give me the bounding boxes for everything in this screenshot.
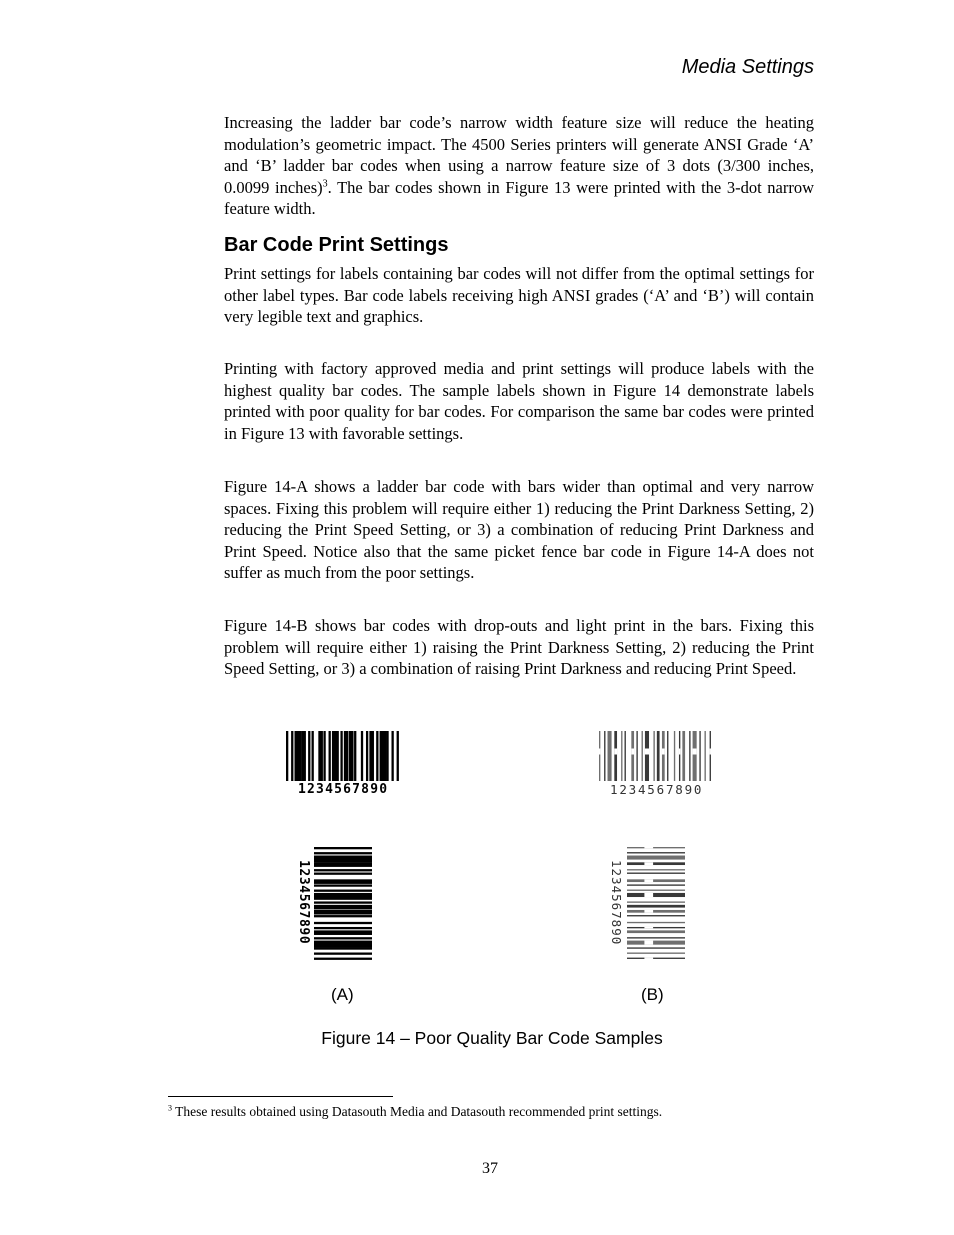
barcode-dropout xyxy=(644,958,653,959)
barcode-bar xyxy=(386,731,388,781)
barcode-bar xyxy=(312,731,314,781)
barcode-b-ladder-digits: 1234567890 xyxy=(609,860,624,946)
barcode-bar xyxy=(627,884,685,885)
barcode-a-digits: 1234567890 xyxy=(298,782,389,797)
barcode-bar xyxy=(349,731,354,781)
barcode-bar xyxy=(631,731,634,781)
barcode-dropout xyxy=(644,910,653,913)
barcode-bar xyxy=(314,893,372,900)
footnote-separator xyxy=(168,1096,393,1097)
paragraph-figure-14b: Figure 14-B shows bar codes with drop-outs and light print in the bars. Fixing this problem will require either 1) raising the Print Darkness Setting, 2) reducing the Print Speed Setting, or 3) a combination of raising Print Darkness and reducing Print Speed. xyxy=(224,616,814,679)
barcode-dropout xyxy=(693,749,697,755)
barcode-dropout xyxy=(644,862,653,865)
paragraph-factory-media: Printing with factory approved media and print settings will produce labels with the highest quality bar codes. The sample labels shown in Figure 14 demonstrate labels printed with poor quality for bar codes. For comparison the same bar codes were printed in Figure 13 with favorable settings. xyxy=(224,359,814,443)
barcode-bar xyxy=(682,731,685,781)
barcode-bar xyxy=(314,941,372,948)
barcode-bar xyxy=(657,731,660,781)
barcode-bar xyxy=(344,731,349,781)
barcode-dropout xyxy=(644,847,653,848)
barcode-bar xyxy=(674,731,675,781)
barcode-bar xyxy=(314,890,372,892)
barcode-bar xyxy=(314,852,372,854)
barcode-bar xyxy=(314,905,372,910)
barcode-b-ladder xyxy=(627,847,685,961)
barcode-bar xyxy=(318,731,323,781)
running-header: Media Settings xyxy=(681,56,814,78)
barcode-dropout xyxy=(679,749,680,755)
barcode-bar xyxy=(354,731,356,781)
barcode-bar xyxy=(653,731,654,781)
barcode-bar xyxy=(314,847,372,849)
barcode-bar xyxy=(314,952,372,954)
barcode-dropout xyxy=(645,749,649,755)
barcode-b-digits: 1234567890 xyxy=(610,782,704,797)
barcode-dropout xyxy=(644,941,653,945)
barcode-bar xyxy=(693,731,697,781)
barcode-a-ladder xyxy=(314,847,372,961)
barcode-bar xyxy=(621,731,622,781)
barcode-bar xyxy=(627,930,685,933)
barcode-bar xyxy=(625,731,626,781)
barcode-b-picket-fence xyxy=(599,731,713,781)
footnote-text: These results obtained using Datasouth Media and Datasouth recommended print settings. xyxy=(172,1104,663,1119)
barcode-bar xyxy=(295,731,302,781)
barcode-bar xyxy=(627,905,685,908)
barcode-bar xyxy=(314,873,372,875)
barcode-bar xyxy=(604,731,605,781)
barcode-bar xyxy=(314,884,372,886)
barcode-bar xyxy=(608,731,612,781)
barcode-dropout xyxy=(710,749,711,755)
barcode-bar xyxy=(627,890,685,891)
barcode-bar xyxy=(286,731,288,781)
barcode-bar xyxy=(314,937,372,939)
barcode-bar xyxy=(361,731,363,781)
barcode-bar xyxy=(369,731,374,781)
barcode-bar xyxy=(314,915,372,917)
barcode-bar xyxy=(314,901,372,903)
barcode-a-ladder-digits: 1234567890 xyxy=(296,860,311,945)
barcode-dropout xyxy=(644,879,653,882)
barcode-bar xyxy=(627,862,685,865)
barcode-bar xyxy=(627,852,685,853)
barcode-dropout xyxy=(644,893,653,897)
barcode-bar xyxy=(314,922,372,924)
barcode-bar xyxy=(627,915,685,916)
barcode-bar xyxy=(627,941,685,945)
barcode-bar xyxy=(323,731,325,781)
barcode-bar xyxy=(689,731,690,781)
barcode-bar xyxy=(710,731,711,781)
barcode-bar xyxy=(614,731,617,781)
footnote xyxy=(168,1104,662,1120)
barcode-bar xyxy=(645,731,649,781)
barcode-bar xyxy=(627,952,685,953)
barcode-bar xyxy=(627,937,685,938)
barcode-bar xyxy=(314,910,372,915)
paragraph-text: . The bar codes shown in Figure 13 were printed with the 3-dot narrow feature width. xyxy=(224,177,814,219)
barcode-bar xyxy=(301,731,306,781)
barcode-bar xyxy=(332,731,339,781)
barcode-dropout xyxy=(599,749,600,755)
paragraph-text: Increasing the ladder bar code’s narrow width feature size will reduce the heating modulation’s geometric impact. The 4500 Series printers will generate ANSI Grade ‘A’ and ‘B’ ladder bar codes when using a narrow feature size of 3 dots (3/300 inches, 0.0099 inches) xyxy=(224,113,814,197)
barcode-bar xyxy=(314,856,372,863)
barcode-dropout xyxy=(614,749,617,755)
barcode-bar xyxy=(627,893,685,897)
figure-caption: Figure 14 – Poor Quality Bar Code Samples xyxy=(321,1028,663,1048)
barcode-bar xyxy=(704,731,705,781)
barcode-bar xyxy=(308,731,310,781)
barcode-bar xyxy=(314,862,372,867)
barcode-bar xyxy=(599,731,600,781)
barcode-bar xyxy=(314,879,372,884)
barcode-bar xyxy=(662,731,665,781)
barcode-bar xyxy=(667,731,668,781)
barcode-bar xyxy=(627,910,685,913)
footnote-marker: 3 xyxy=(168,1103,172,1113)
figure-label-b: (B) xyxy=(641,985,664,1004)
figure-label-a: (A) xyxy=(331,985,354,1004)
barcode-bar xyxy=(291,731,293,781)
barcode-dropout xyxy=(631,749,634,755)
barcode-bar xyxy=(314,947,372,949)
barcode-bar xyxy=(627,927,685,928)
page-number: 37 xyxy=(482,1160,498,1177)
barcode-dropout xyxy=(662,749,665,755)
paragraph-figure-14a: Figure 14-A shows a ladder bar code with bars wider than optimal and very narrow spaces. Fixing this problem will require either 1) reducing the Print Darkness Setting, 2) reducing the Print Speed Setting, or 3) a combination of reducing Print Darkness and Print Speed. Notice also that the same picket fence bar code in Figure 14-A does not suffer as much from the poor settings. xyxy=(224,477,814,583)
barcode-bar xyxy=(627,958,685,959)
barcode-bar xyxy=(391,731,393,781)
barcode-bar xyxy=(627,901,685,902)
barcode-bar xyxy=(340,731,342,781)
barcode-bar xyxy=(314,927,372,929)
barcode-bar xyxy=(366,731,368,781)
barcode-bar xyxy=(627,879,685,882)
barcode-bar xyxy=(627,856,685,860)
barcode-bar xyxy=(636,731,637,781)
barcode-bar xyxy=(380,731,387,781)
barcode-bar xyxy=(329,731,331,781)
paragraph-narrow-width xyxy=(224,112,814,220)
barcode-bar xyxy=(627,847,685,848)
barcode-bar xyxy=(314,869,372,871)
barcode-bar xyxy=(699,731,700,781)
barcode-bar xyxy=(642,731,643,781)
barcode-bar xyxy=(679,731,680,781)
paragraph-print-settings: Print settings for labels containing bar codes will not differ from the optimal settings for other label types. Bar code labels receiving high ANSI grades (‘A’ and ‘B’) will contain very legible text and graphics. xyxy=(224,264,814,327)
barcode-dropout xyxy=(644,927,653,928)
section-heading: Bar Code Print Settings xyxy=(224,234,449,256)
footnote-reference: 3 xyxy=(322,178,328,190)
barcode-a-picket-fence xyxy=(286,731,400,781)
barcode-bar xyxy=(627,922,685,923)
barcode-bar xyxy=(627,869,685,870)
barcode-bar xyxy=(314,958,372,960)
barcode-bar xyxy=(627,873,685,874)
barcode-bar xyxy=(627,947,685,948)
barcode-bar xyxy=(314,930,372,935)
barcode-bar xyxy=(376,731,378,781)
barcode-bar xyxy=(397,731,399,781)
